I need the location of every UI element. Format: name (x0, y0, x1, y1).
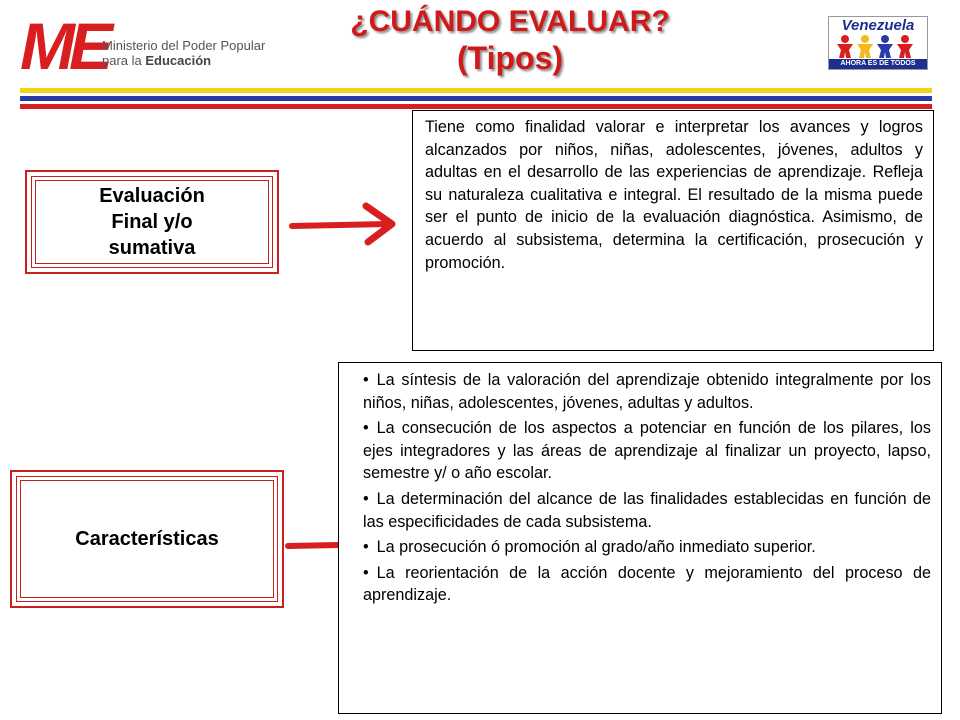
characteristics-label: Características (75, 528, 219, 550)
red-arrow-icon (288, 202, 398, 246)
final-evaluation-description: Tiene como finalidad valorar e interpretar los avances y logros alcanzados por niños, niñas, adolescentes, jóvenes, adultos y adultas en el desarrollo de las experiencias de aprendizaje. Refleja su naturaleza cualitativa e integral. El resultado de la misma puede ser el punto de inicio de la evaluación diagnóstica. Asimismo, de acuerdo al subsistema, determina la certificación, prosecución y promoción. (412, 110, 934, 351)
list-item-text: La determinación del alcance de las finalidades establecidas en función de las especificidades de cada subsistema. (363, 489, 931, 531)
bullet-icon: • (363, 419, 369, 438)
ministry-logo-line2-prefix: para la (102, 53, 146, 68)
final-evaluation-label-box (25, 170, 279, 274)
list-item (363, 488, 931, 533)
people-figures-icon (835, 34, 921, 58)
list-item (363, 417, 931, 485)
flag-stripes-divider (20, 88, 932, 106)
ministry-logo-text (102, 38, 265, 68)
list-item-text: La prosecución ó promoción al grado/año inmediato superior. (376, 538, 816, 557)
characteristics-list (363, 369, 931, 607)
page-title (300, 4, 720, 76)
final-evaluation-label-line1: Evaluación (99, 185, 205, 207)
page-title-line1: ¿CUÁNDO EVALUAR? (350, 5, 670, 38)
characteristics-description (338, 362, 942, 714)
bullet-icon: • (363, 538, 369, 557)
ministry-logo-line2 (102, 53, 265, 68)
ministry-logo-letters: ME (20, 9, 107, 83)
bullet-icon: • (363, 563, 369, 582)
bullet-icon: • (363, 371, 369, 389)
ministry-logo-line1: Ministerio del Poder Popular (102, 38, 266, 53)
page-title-line2: (Tipos) (456, 40, 564, 76)
final-evaluation-label-line2: Final y/o (111, 211, 193, 233)
list-item (363, 536, 931, 559)
venezuela-badge-title: Venezuela (841, 17, 915, 34)
ministry-logo (20, 9, 270, 83)
list-item-text: La consecución de los aspectos a potenciar en función de los pilares, los ejes integradores y las áreas de aprendizaje al finalizar un proyecto, lapso, semestre y/ o año escolar. (363, 419, 931, 483)
ministry-logo-line2-bold: Educación (145, 53, 212, 68)
list-item-text: La síntesis de la valoración del aprendizaje obtenido integralmente por los niños, niñas, adolescentes, jóvenes, adultas y adultos. (363, 371, 931, 412)
list-item (363, 369, 931, 414)
bullet-icon: • (363, 489, 369, 508)
list-item (363, 562, 931, 607)
final-evaluation-label (99, 183, 205, 261)
final-evaluation-label-line3: sumativa (108, 237, 196, 259)
venezuela-badge-tagline: AHORA ES DE TODOS (829, 59, 927, 69)
venezuela-badge (828, 16, 928, 70)
stripe-red (20, 104, 932, 109)
list-item-text: La reorientación de la acción docente y mejoramiento del proceso de aprendizaje. (363, 563, 931, 605)
characteristics-label-box (10, 470, 284, 608)
